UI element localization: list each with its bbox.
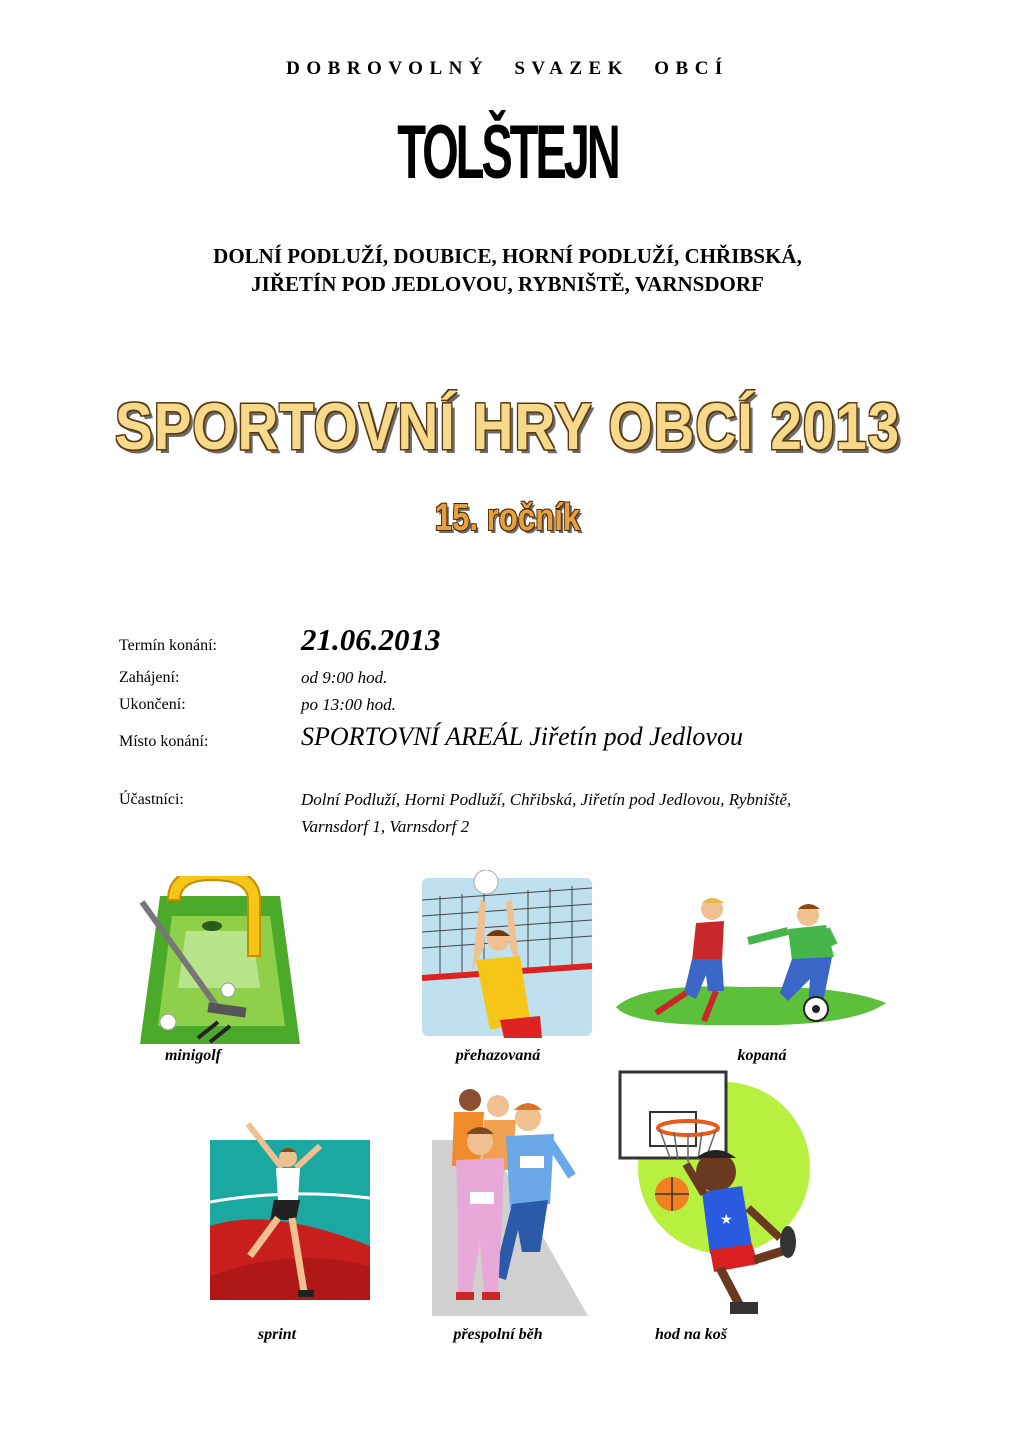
volleyball-icon [420, 870, 595, 1038]
caption-sprint: sprint [257, 1326, 297, 1343]
minigolf-icon [120, 876, 302, 1046]
date-value: 21.06.2013 [301, 622, 441, 657]
caption-minigolf: minigolf [164, 1047, 221, 1064]
participants-line-2: Varnsdorf 1, Varnsdorf 2 [301, 817, 470, 836]
caption-volleyball: přehazovaná [455, 1047, 541, 1064]
participants-label: Účastníci: [119, 791, 184, 808]
start-label: Zahájení: [119, 669, 180, 686]
svg-text:★: ★ [720, 1212, 733, 1228]
football-icon [612, 895, 888, 1027]
venue-label: Místo konání: [119, 733, 209, 750]
towns-line-1: DOLNÍ PODLUŽÍ, DOUBICE, HORNÍ PODLUŽÍ, CHŘIBSKÁ, [213, 244, 802, 268]
basketball-icon [616, 1068, 812, 1324]
caption-cross-country: přespolní běh [453, 1326, 543, 1343]
date-label: Termín konání: [119, 637, 217, 654]
sprint-icon [210, 1116, 372, 1316]
end-label: Ukončení: [119, 696, 186, 713]
venue-value: SPORTOVNÍ AREÁL Jiřetín pod Jedlovou [301, 722, 743, 751]
event-edition: 15. ročník [434, 497, 581, 539]
end-value: po 13:00 hod. [301, 695, 396, 714]
event-title: SPORTOVNÍ HRY OBCÍ 2013 [114, 389, 901, 463]
towns-line-2: JIŘETÍN POD JEDLOVOU, RYBNIŠTĚ, VARNSDORF [251, 272, 764, 296]
caption-basketball: hod na koš [654, 1326, 728, 1343]
logo-tolstejn: TOLŠTEJN [397, 110, 618, 195]
participants-line-1: Dolní Podluží, Horni Podluží, Chřibská, Jiřetín pod Jedlovou, Rybniště, [301, 790, 792, 809]
caption-football: kopaná [737, 1047, 787, 1064]
organization-name: DOBROVOLNÝ SVAZEK OBCÍ [286, 58, 729, 79]
cross-country-icon [432, 1080, 588, 1320]
start-value: od 9:00 hod. [301, 668, 388, 687]
